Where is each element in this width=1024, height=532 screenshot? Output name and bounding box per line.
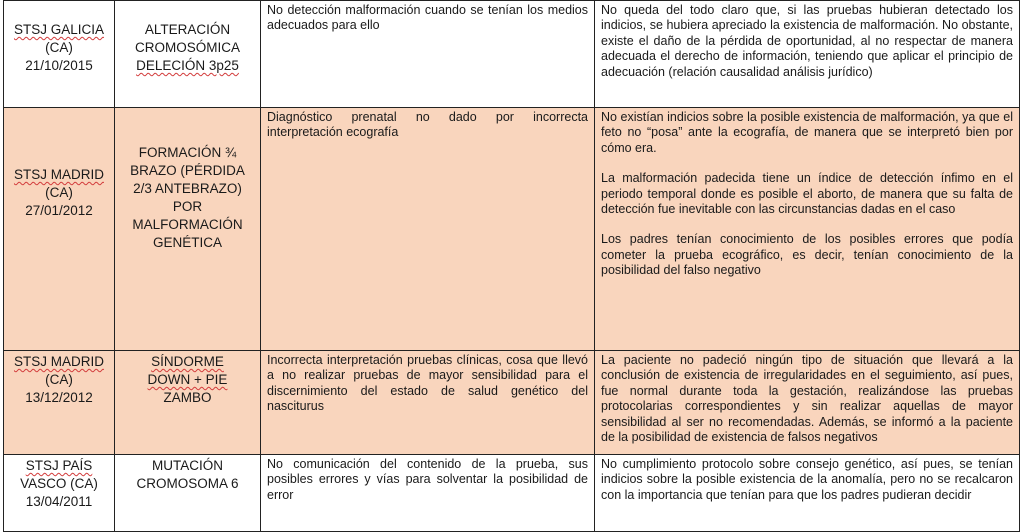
table-row <box>4 351 1020 455</box>
court-date: 13/04/2011 <box>25 494 93 509</box>
fault-cell: Incorrecta interpretación pruebas clínicas, cosa que llevó a no realizar pruebas de mayor sensibilidad para el discernimiento del estado de salud genético del nasciturus <box>261 351 595 455</box>
fault-cell: No comunicación del contenido de la prueba, sus posibles errores y vías para solventar la posibilidad de error <box>261 455 595 532</box>
court-date: 13/12/2012 <box>25 390 93 405</box>
court-name: STSJ MADRID <box>13 354 104 369</box>
court-date: 21/10/2015 <box>25 58 93 73</box>
reasoning-cell <box>595 455 1020 532</box>
court-jurisdiction: VASCO (CA) <box>20 476 98 491</box>
diagnosis-line: CROMOSOMA 6 <box>136 476 239 491</box>
court-cell <box>4 351 115 455</box>
diagnosis-line: MUTACIÓN <box>152 458 223 473</box>
reasoning-paragraph: No queda del todo claro que, si las pruebas hubieran detectado los indicios, se hubiera apreciado la existencia de malformación. No obstante, existe el daño de la pérdida de oportunidad, al no respectar de manera adecuada el derecho de información, teniendo que aplicar el principio de adecuación (relación causalidad análisis jurídico) <box>601 3 1013 79</box>
reasoning-cell <box>595 1 1020 108</box>
diagnosis-line: ALTERACIÓN <box>144 22 231 37</box>
reasoning-paragraph: La malformación padecida tiene un índice de detección ínfimo en el periodo temporal donde es posible el aborto, de manera que su falta de detección fue inevitable con las circunstancias dadas en el caso <box>601 171 1013 217</box>
diagnosis-line: 2/3 ANTEBRAZO) <box>133 181 242 196</box>
fault-cell: No detección malformación cuando se tenían los medios adecuados para ello <box>261 1 595 108</box>
court-name: STSJ PAÍS <box>25 458 93 473</box>
court-jurisdiction: (CA) <box>45 185 73 200</box>
reasoning-cell <box>595 351 1020 455</box>
diagnosis-line: DOWN + PIE <box>147 372 228 387</box>
diagnosis-line: GENÉTICA <box>152 235 222 250</box>
diagnosis-cell <box>115 108 261 351</box>
court-jurisdiction: (CA) <box>45 40 73 55</box>
diagnosis-line: MALFORMACIÓN <box>132 217 243 232</box>
court-cell <box>4 455 115 532</box>
reasoning-paragraph: No existían indicios sobre la posible existencia de malformación, ya que el feto no “posa” ante la ecografía, de manera que se interpretó bien por cómo era. <box>601 110 1013 155</box>
court-cell <box>4 1 115 108</box>
diagnosis-cell <box>115 455 261 532</box>
diagnosis-line: DELECIÓN 3p25 <box>136 58 239 73</box>
fault-cell: Diagnóstico prenatal no dado por incorrecta interpretación ecografía <box>261 108 595 351</box>
table-row <box>4 1 1020 108</box>
diagnosis-line: BRAZO (PÉRDIDA <box>130 163 245 178</box>
reasoning-cell <box>595 108 1020 351</box>
case-law-table <box>3 0 1020 532</box>
diagnosis-line: POR <box>172 199 203 214</box>
reasoning-paragraph: No cumplimiento protocolo sobre consejo genético, así pues, se tenían indicios sobre la posible existencia de la anomalía, pero no se recalcaron con la importancia que tenían para que los padres pudieran decidir <box>601 457 1013 502</box>
table-row <box>4 108 1020 351</box>
diagnosis-line: SÍNDORME <box>151 354 224 369</box>
diagnosis-line: FORMACIÓN ¾ <box>138 145 237 160</box>
reasoning-paragraph: Los padres tenían conocimiento de los posibles errores que podía cometer la prueba ecográfico, es decir, tenían conocimiento de la posibilidad del falso negativo <box>601 232 1013 278</box>
diagnosis-line: CROMOSÓMICA <box>134 40 240 55</box>
court-name: STSJ GALICIA <box>13 22 105 37</box>
reasoning-paragraph: La paciente no padeció ningún tipo de situación que llevará a la conclusión de existencia de irregularidades en el seguimiento, así pues, fue normal durante toda la gestación, realizándose las pruebas protocolarias correspondientes y sin realizar aquellas de mayor sensibilidad al ser no recomendadas. Además, se informó a la paciente de la posibilidad de existencia de falsos negativos <box>601 353 1013 445</box>
diagnosis-line: ZAMBO <box>163 390 212 405</box>
court-cell <box>4 108 115 351</box>
court-date: 27/01/2012 <box>25 203 93 218</box>
court-name: STSJ MADRID <box>13 167 104 182</box>
table-row <box>4 455 1020 532</box>
court-jurisdiction: (CA) <box>45 372 73 387</box>
diagnosis-cell <box>115 1 261 108</box>
diagnosis-cell <box>115 351 261 455</box>
